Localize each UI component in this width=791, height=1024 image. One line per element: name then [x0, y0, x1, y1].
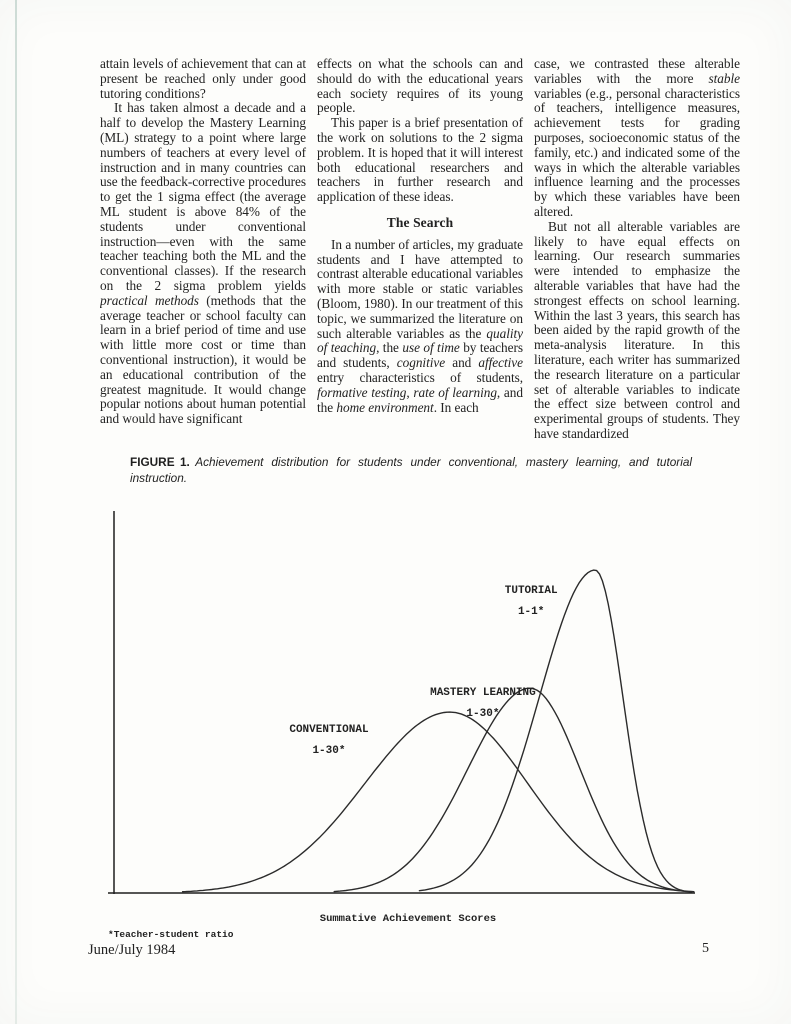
text-column-3 [534, 57, 740, 455]
curve-mastery-learning [334, 688, 691, 892]
text-column-1 [100, 57, 306, 455]
text-column-2 [317, 57, 523, 455]
article-text-columns [100, 57, 742, 455]
distribution-curve-labels [289, 585, 558, 757]
series-label-mastery-learning: MASTERY LEARNING 1-30* [430, 687, 536, 721]
figure-caption [130, 455, 692, 486]
curve-conventional [183, 712, 694, 892]
figure-caption-label: FIGURE 1. [130, 455, 190, 469]
x-axis-label: Summative Achievement Scores [319, 913, 497, 925]
distribution-curves [183, 570, 694, 892]
paragraph: This paper is a brief presentation of the work on solutions to the 2 sigma problem. It is hoped that it will interest both educational researchers and teachers in further research and application of these ideas. [317, 115, 523, 205]
paragraph: case, we contrasted these alterable variables with the more stable variables (e.g., personal characteristics of teachers, intelligence measures, achievement tests for grading purposes, socioeconomic status of the family, etc.) and indicated some of the ways in which the alterable variables influence learning and the processes by which these variables have been altered. [534, 57, 740, 219]
series-label-conventional: CONVENTIONAL 1-30* [289, 723, 369, 757]
curve-tutorial [419, 570, 683, 891]
paragraph: It has taken almost a decade and a half to develop the Mastery Learning (ML) strategy to a point where large numbers of teachers at every level of instruction and in many countries can use the feedback-corrective procedures to get the 1 sigma effect (the average ML student is above 84% of the students under conventional instruction—even with the same teacher teaching both the ML and the conventional classes). If the research on the 2 sigma problem yields practical methods (methods that the average teacher or school faculty can learn in a brief period of time and use with little more cost or time than conventional instruction), it would be an educational contribution of the greatest magnitude. It would change popular notions about human potential and would have significant [100, 100, 306, 427]
series-label-tutorial: TUTORIAL 1-1* [504, 585, 558, 619]
paragraph: In a number of articles, my graduate students and I have attempted to contrast alterable educational variables with more stable or static variables (Bloom, 1980). In our treatment of this topic, we summarized the literature on such alterable variables as the quality of teaching, the use of time by teachers and students, cognitive and affective entry characteristics of students, formative testing, rate of learning, and the home environment. In each [317, 236, 523, 415]
section-heading: The Search [386, 214, 454, 230]
footer-page-number: 5 [702, 941, 709, 956]
footer-issue-date: June/July 1984 [88, 942, 176, 958]
paragraph: attain levels of achievement that can at present be reached only under good tutoring conditions? [100, 57, 306, 101]
figure-caption-text: Achievement distribution for students under conventional, mastery learning, and tutorial instruction. [130, 455, 693, 485]
paragraph: But not all alterable variables are likely to have equal effects on learning. Our research summaries were intended to emphasize the alterable variables that have had the strongest effects on school learning. Within the last 3 years, this search has been aided by the rapid growth of the meta-analysis literature. In this literature, each writer has summarized the research literature on a particular set of alterable variables to indicate the effect size between control and experimental groups of students. They have standardized [534, 218, 740, 441]
scan-edge-artifact [15, 0, 17, 1024]
figure-chart [82, 505, 707, 945]
figure-footnote: *Teacher-student ratio [108, 929, 234, 940]
paragraph: effects on what the schools can and should do with the educational years each society requires of its young people. [317, 57, 523, 116]
